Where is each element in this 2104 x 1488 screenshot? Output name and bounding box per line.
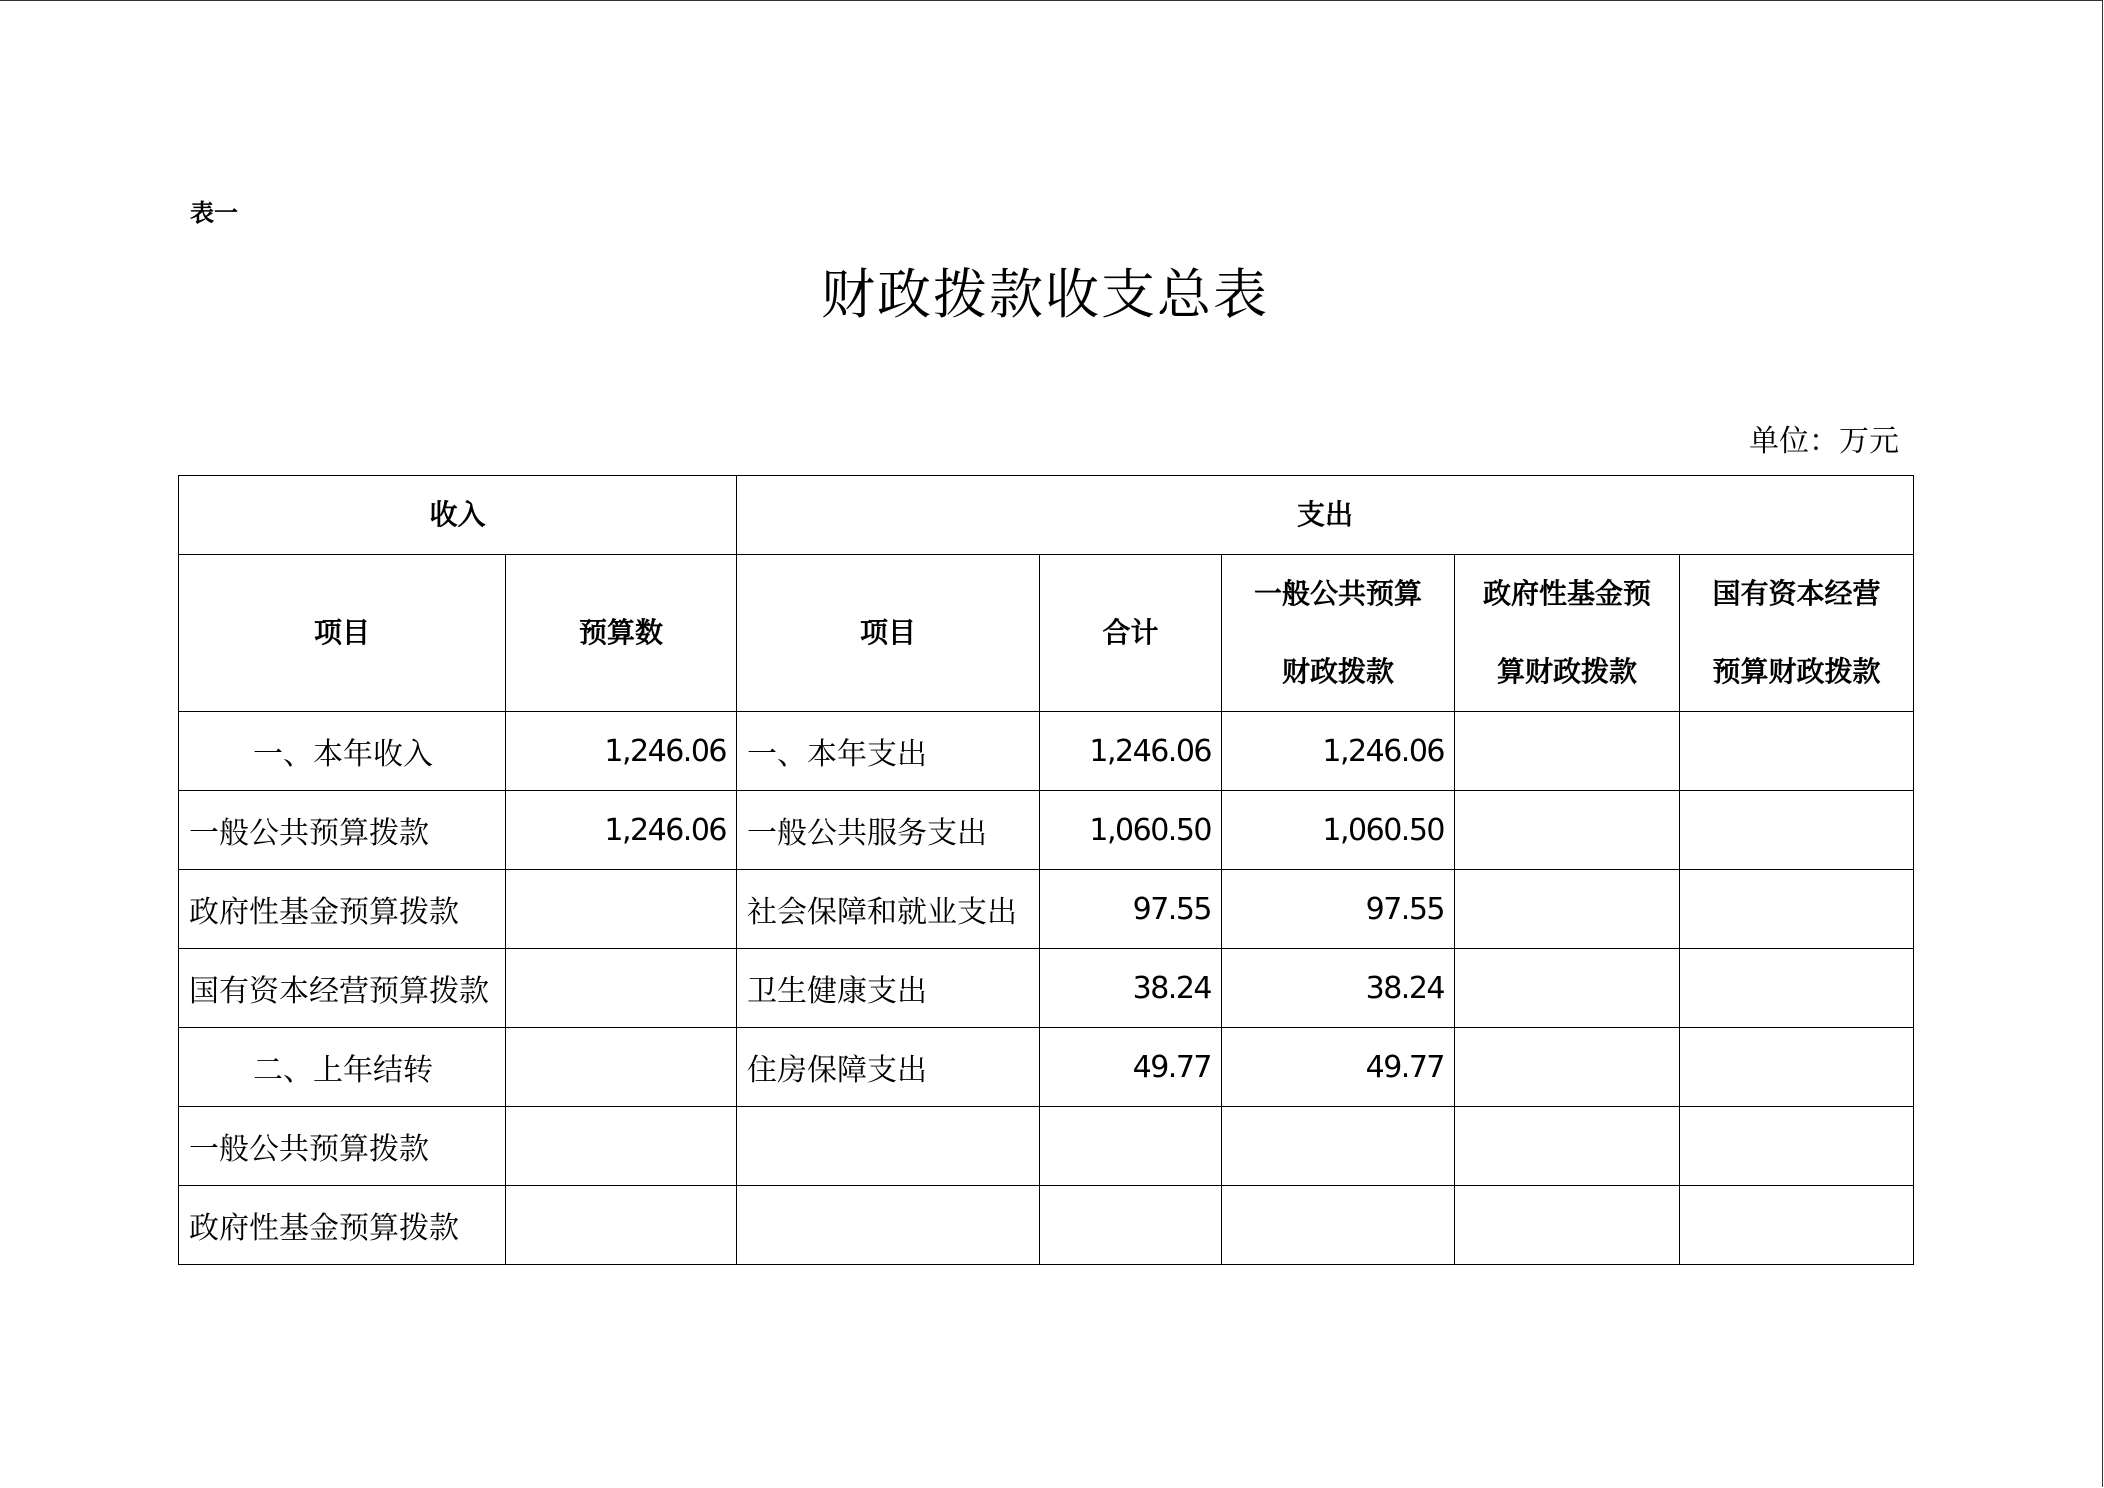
table-row	[179, 949, 1914, 1028]
gov-fund-cell	[1455, 712, 1680, 791]
column-header-row	[179, 555, 1914, 712]
state-capital-cell	[1680, 1186, 1914, 1265]
total-header: 合计	[1040, 555, 1222, 712]
general-budget-header	[1222, 555, 1455, 712]
table-label: 表一	[190, 199, 238, 227]
table-row	[179, 1186, 1914, 1265]
general-budget-header-line1: 一般公共预算	[1254, 577, 1423, 610]
table-row	[179, 712, 1914, 791]
expenditure-item-cell: 住房保障支出	[737, 1028, 1040, 1107]
general-budget-cell: 1,060.50	[1222, 791, 1455, 870]
income-item-cell: 一般公共预算拨款	[179, 1107, 506, 1186]
income-item-cell: 一般公共预算拨款	[179, 791, 506, 870]
total-cell	[1040, 1107, 1222, 1186]
document-title: 财政拨款收支总表	[821, 263, 1269, 326]
group-header-row	[179, 476, 1914, 555]
expenditure-item-cell: 一、本年支出	[737, 712, 1040, 791]
total-cell: 49.77	[1040, 1028, 1222, 1107]
general-budget-header-line2: 财政拨款	[1282, 655, 1395, 688]
state-capital-cell	[1680, 712, 1914, 791]
expenditure-item-cell: 一般公共服务支出	[737, 791, 1040, 870]
total-cell: 38.24	[1040, 949, 1222, 1028]
state-capital-cell	[1680, 791, 1914, 870]
general-budget-cell	[1222, 1107, 1455, 1186]
expenditure-group-header: 支出	[737, 476, 1914, 555]
expenditure-item-cell: 卫生健康支出	[737, 949, 1040, 1028]
gov-fund-header	[1455, 555, 1680, 712]
state-capital-cell	[1680, 949, 1914, 1028]
income-item-cell: 二、上年结转	[179, 1028, 506, 1107]
income-budget-cell	[506, 870, 737, 949]
income-budget-cell: 1,246.06	[506, 712, 737, 791]
gov-fund-cell	[1455, 949, 1680, 1028]
income-item-cell: 政府性基金预算拨款	[179, 870, 506, 949]
table-row	[179, 870, 1914, 949]
general-budget-cell: 49.77	[1222, 1028, 1455, 1107]
general-budget-cell	[1222, 1186, 1455, 1265]
income-budget-cell	[506, 1028, 737, 1107]
state-capital-cell	[1680, 870, 1914, 949]
expenditure-item-header: 项目	[737, 555, 1040, 712]
gov-fund-cell	[1455, 870, 1680, 949]
gov-fund-cell	[1455, 1186, 1680, 1265]
gov-fund-cell	[1455, 1107, 1680, 1186]
income-item-header: 项目	[179, 555, 506, 712]
expenditure-item-cell	[737, 1107, 1040, 1186]
income-item-cell: 国有资本经营预算拨款	[179, 949, 506, 1028]
income-budget-cell	[506, 1107, 737, 1186]
state-capital-cell	[1680, 1107, 1914, 1186]
gov-fund-header-line2: 算财政拨款	[1497, 655, 1638, 688]
state-capital-header-line2: 预算财政拨款	[1712, 655, 1881, 688]
unit-label: 单位：万元	[1749, 424, 1899, 459]
table-row	[179, 1028, 1914, 1107]
general-budget-cell: 1,246.06	[1222, 712, 1455, 791]
state-capital-header-line1: 国有资本经营	[1712, 577, 1881, 610]
income-budget-cell: 1,246.06	[506, 791, 737, 870]
gov-fund-cell	[1455, 1028, 1680, 1107]
state-capital-header	[1680, 555, 1914, 712]
income-budget-cell	[506, 1186, 737, 1265]
expenditure-item-cell	[737, 1186, 1040, 1265]
income-budget-header: 预算数	[506, 555, 737, 712]
total-cell: 1,246.06	[1040, 712, 1222, 791]
gov-fund-header-line1: 政府性基金预	[1483, 577, 1652, 610]
expenditure-item-cell: 社会保障和就业支出	[737, 870, 1040, 949]
income-item-cell: 政府性基金预算拨款	[179, 1186, 506, 1265]
total-cell: 97.55	[1040, 870, 1222, 949]
total-cell: 1,060.50	[1040, 791, 1222, 870]
income-group-header: 收入	[179, 476, 737, 555]
state-capital-cell	[1680, 1028, 1914, 1107]
gov-fund-cell	[1455, 791, 1680, 870]
general-budget-cell: 97.55	[1222, 870, 1455, 949]
budget-summary-table	[178, 475, 1914, 1265]
income-item-cell: 一、本年收入	[179, 712, 506, 791]
income-budget-cell	[506, 949, 737, 1028]
total-cell	[1040, 1186, 1222, 1265]
general-budget-cell: 38.24	[1222, 949, 1455, 1028]
table-row	[179, 791, 1914, 870]
table-row	[179, 1107, 1914, 1186]
